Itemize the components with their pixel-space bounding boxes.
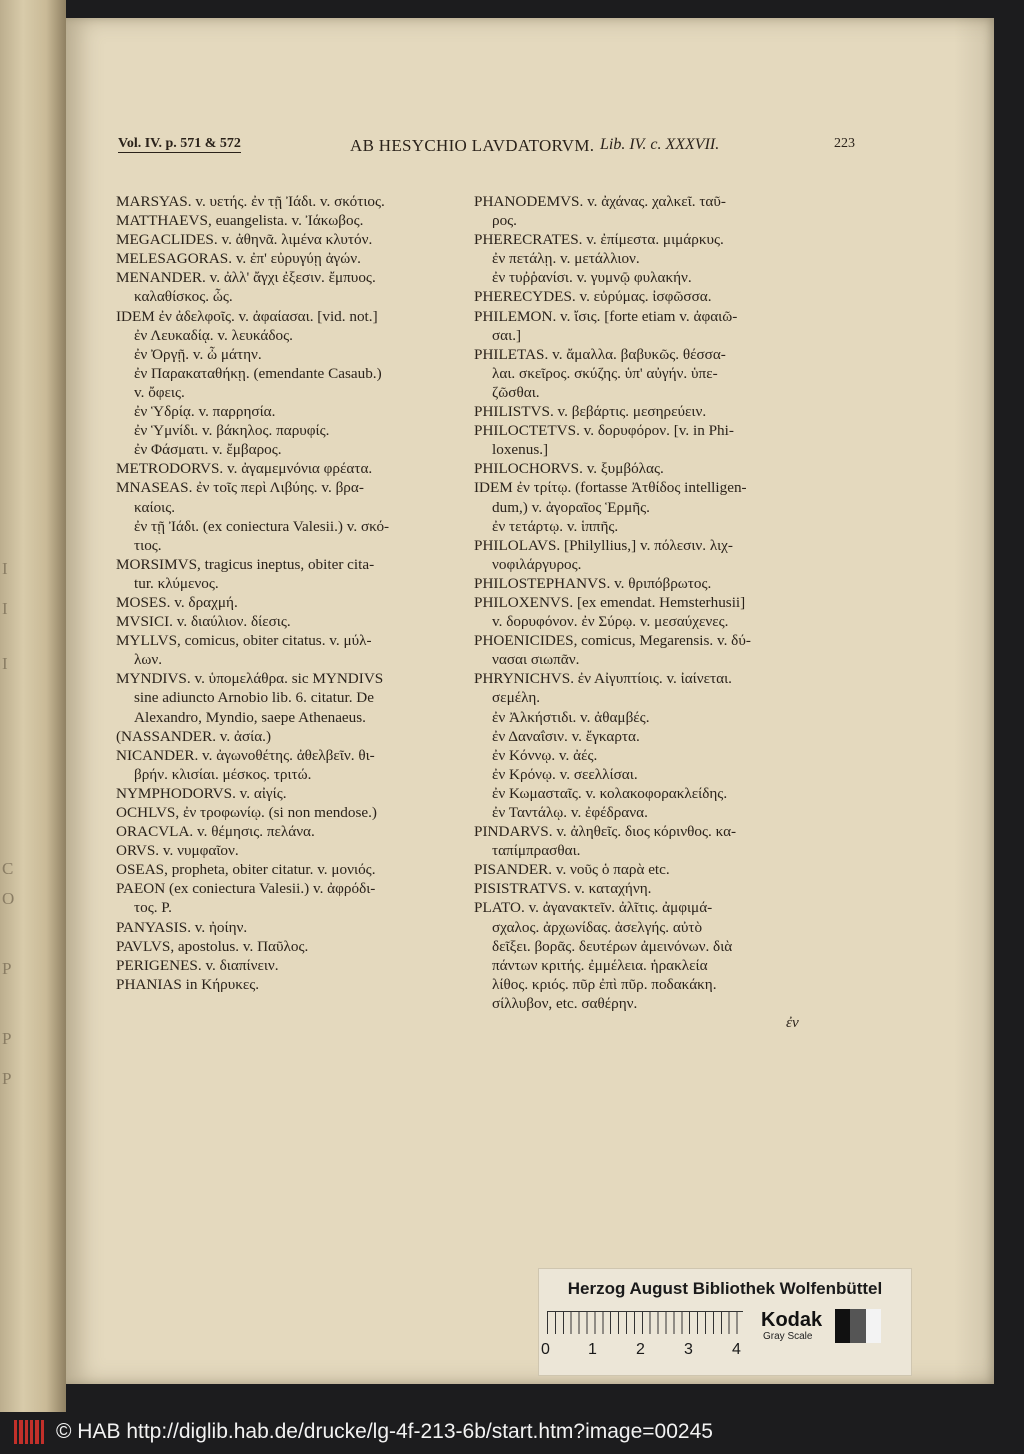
text-line: ἐν τῇ Ἰάδι. (ex coniectura Valesii.) v. σκό- <box>134 517 390 535</box>
ruler-number: 0 <box>541 1341 550 1358</box>
text-line: νασαι σιωπᾶν. <box>492 651 580 669</box>
text-line: ἐν Δαναΐσιν. v. ἔγκαρτα. <box>492 727 640 745</box>
library-name: Herzog August Bibliothek Wolfenbüttel <box>567 1279 883 1298</box>
text-line: PERIGENES. v. διαπίνειν. <box>116 956 279 974</box>
text-line: PHILOCHORVS. v. ξυμβόλας. <box>474 460 664 478</box>
text-line: PHILOCTETVS. v. δορυφόρον. [v. in Phi- <box>474 422 734 440</box>
gray-patch <box>850 1309 865 1343</box>
gray-patch <box>835 1309 850 1343</box>
text-line: PISISTRATVS. v. καταχήνη. <box>474 880 652 898</box>
bleed-mark: I <box>2 599 8 618</box>
text-line: ζῶσθαι. <box>492 383 540 401</box>
text-line: ἐν Ὑδρίᾳ. v. παρρησία. <box>134 403 276 421</box>
bleed-mark: P <box>2 1069 12 1088</box>
bleed-mark: O <box>2 889 15 908</box>
text-line: PHERECRATES. v. ἐπίμεστα. μιμάρκυς. <box>474 231 724 249</box>
text-line: ἐν Ἀλκήστιδι. v. ἀθαμβές. <box>492 708 650 726</box>
ruler-number: 2 <box>636 1341 645 1358</box>
text-line: PINDARVS. v. ἀληθεῖς. διος κόρινθος. κα- <box>474 823 737 841</box>
text-line: ἐν Ταντάλῳ. v. ἐφέδρανα. <box>492 804 648 821</box>
text-line: MORSIMVS, tragicus ineptus, obiter cita- <box>116 555 375 573</box>
text-line: IDEM ἐν τρίτῳ. (fortasse Ἀτθίδος intelligen- <box>474 479 747 497</box>
bleed-mark: I <box>2 559 8 578</box>
text-line: PHOENICIDES, comicus, Megarensis. v. δύ- <box>474 632 751 650</box>
text-line: OSEAS, propheta, obiter citatur. v. μονιός. <box>116 861 376 879</box>
text-line: OCHLVS, ἐν τροφωνίῳ. (si non mendose.) <box>116 804 377 821</box>
text-line: PAVLVS, apostolus. v. Παῦλος. <box>116 937 309 955</box>
text-line: δεῖξει. βορᾶς. δευτέρων ἀμεινόνων. διὰ <box>492 937 733 955</box>
kodak-logo: Kodak <box>761 1309 823 1331</box>
viewer-footer <box>0 1412 1024 1454</box>
text-line: ἐν Ὀργῇ. v. ὦ μάτην. <box>134 345 262 363</box>
text-line: πάντων κριτής. ἐμμέλεια. ἡρακλεία <box>492 956 708 974</box>
library-color-card <box>538 1268 912 1376</box>
text-line: ἐν Λευκαδίᾳ. v. λευκάδος. <box>134 326 293 344</box>
text-line: PHANODEMVS. v. ἀχάνας. χαλκεῖ. ταῦ- <box>474 193 726 210</box>
text-line: MYLLVS, comicus, obiter citatus. v. μύλ- <box>116 632 372 650</box>
text-line: τιος. <box>134 536 162 554</box>
text-line: loxenus.] <box>492 441 549 459</box>
text-line: ἐν πετάλῃ. v. μετάλλιον. <box>492 250 640 268</box>
chapter-reference: Lib. IV. c. XXXVII. <box>600 136 720 153</box>
text-line: PHERECYDES. v. εὐρύμας. ἰσφῶσσα. <box>474 288 712 306</box>
running-head <box>118 136 878 166</box>
text-line: NICANDER. v. ἀγωνοθέτης. ἀθελβεῖν. θι- <box>116 746 375 764</box>
text-line: MYNDIVS. v. ὑπομελάθρα. sic MYNDIVS <box>116 670 384 688</box>
text-line: PISANDER. v. νοῦς ὁ παρὰ etc. <box>474 861 670 879</box>
volume-reference: Vol. IV. p. 571 & 572 <box>118 136 241 151</box>
left-text-column <box>116 192 472 994</box>
gray-scale-patches <box>835 1309 881 1343</box>
text-line: (NASSANDER. v. ἀσία.) <box>116 727 272 745</box>
text-line: τος. P. <box>134 899 172 917</box>
text-line: ORVS. v. νυμφαῖον. <box>116 842 239 860</box>
text-line: λων. <box>134 651 163 669</box>
text-line: λαι. σκεῖρος. σκύζης. ὑπ' αὐγήν. ὑπε- <box>492 364 718 382</box>
text-line: καίοις. <box>134 498 176 516</box>
text-line: PHILETAS. v. ἄμαλλα. βαβυκῶς. θέσσα- <box>474 345 726 363</box>
text-line: σαι.] <box>492 326 522 344</box>
text-line: PAEON (ex coniectura Valesii.) v. ἀφρόδι- <box>116 880 376 898</box>
text-line: ἐν Κρόνῳ. v. σεελλίσαι. <box>492 765 638 783</box>
text-line: ταπίμπρασθαι. <box>492 842 581 860</box>
text-line: NYMPHODORVS. v. αἰγίς. <box>116 784 287 802</box>
text-line: v. ὄφεις. <box>134 383 185 401</box>
scanned-page <box>66 18 994 1384</box>
gray-scale-label: Gray Scale <box>763 1331 813 1342</box>
left-page-edge <box>0 0 66 1412</box>
ruler-number: 3 <box>684 1341 693 1358</box>
bleed-mark: C <box>2 859 14 878</box>
text-line: νοφιλάργυρος. <box>492 555 582 573</box>
text-line: MELESAGORAS. v. ἐπ' εὐρυγύῃ ἀγών. <box>116 250 361 268</box>
text-line: ἐν τυῤῥανίσι. v. γυμνῷ φυλακήν. <box>492 269 692 287</box>
hab-logo-icon <box>14 1420 44 1444</box>
text-line: IDEM ἐν ἀδελφοῖς. v. ἀφαίασαι. [vid. not.] <box>116 307 378 325</box>
text-line: PLATO. v. ἀγανακτεῖν. ἀλῖτις. ἀμφιμά- <box>474 899 713 917</box>
text-line: ἐν Κωμασταῖς. v. κολακοφορακλείδης. <box>492 784 728 802</box>
bleed-mark: P <box>2 1029 12 1048</box>
text-line: σχαλος. ἀρχωνίδας. ἀσελγής. αὐτὸ <box>492 918 703 936</box>
text-line: tur. κλύμενος. <box>134 574 219 592</box>
text-line: MVSICI. v. διαύλιον. δίεσις. <box>116 613 291 631</box>
text-line: καλαθίσκος. ὦς. <box>134 288 233 306</box>
scale-ruler <box>547 1311 743 1334</box>
text-line: sine adiuncto Arnobio lib. 6. citatur. De <box>134 689 375 707</box>
text-line: MARSYAS. v. υετής. ἐν τῇ Ἰάδι. v. σκότιος. <box>116 193 385 210</box>
text-line: MATTHAEVS, euangelista. v. Ἰάκωβος. <box>116 212 364 230</box>
bleed-mark: P <box>2 959 12 978</box>
text-line: ἐν Ὑμνίδι. v. βάκηλος. παρυφίς. <box>134 422 330 440</box>
text-line: PHILOXENVS. [ex emendat. Hemsterhusii] <box>474 593 746 611</box>
text-line: PHILEMON. v. ἴσις. [forte etiam v. ἀφαιῶ- <box>474 307 738 325</box>
bleed-mark: I <box>2 654 8 673</box>
catchword: ἐν <box>786 1014 799 1032</box>
text-line: λίθος. κριός. πῦρ ἐπὶ πῦρ. ποδακάκη. <box>492 975 717 993</box>
text-line: ἐν Φάσματι. v. ἔμβαρος. <box>134 441 282 459</box>
section-title: AB HESYCHIO LAVDATORVM. <box>350 136 595 155</box>
text-line: MEGACLIDES. v. ἀθηνᾶ. λιμένα κλυτόν. <box>116 231 373 249</box>
text-line: ORACVLA. v. θέμησις. πελάνα. <box>116 823 315 841</box>
text-line: MOSES. v. δραχμή. <box>116 593 238 611</box>
copyright-url: © HAB http://diglib.hab.de/drucke/lg-4f-213-6b/start.htm?image=00245 <box>56 1420 713 1443</box>
text-line: v. δορυφόνον. ἐν Σύρῳ. v. μεσαύχενες. <box>492 613 729 631</box>
text-line: MENANDER. v. ἀλλ' ἄγχι ἐξεσιν. ἔμπυος. <box>116 269 376 287</box>
text-line: σεμέλη. <box>492 689 541 707</box>
text-line: ἐν Κόννῳ. v. ἀές. <box>492 746 598 764</box>
text-line: PHILOSTEPHANVS. v. θριπόβρωτος. <box>474 574 712 592</box>
text-line: ρος. <box>492 212 517 230</box>
ruler-number: 1 <box>588 1341 597 1358</box>
text-line: ἐν τετάρτῳ. v. ἱππῆς. <box>492 517 619 535</box>
text-line: PHRYNICHVS. ἐν Αἰγυπτίοις. v. ἰαίνεται. <box>474 670 732 688</box>
ruler-number: 4 <box>732 1341 741 1358</box>
text-line: PANYASIS. v. ἠοίην. <box>116 918 248 936</box>
page-number: 223 <box>834 136 855 151</box>
text-line: σίλλυβον, etc. σαθέρην. <box>492 994 638 1012</box>
text-line: PHILISTVS. v. βεβάρτις. μεσηρεύειν. <box>474 403 707 421</box>
text-line: dum,) v. ἀγοραῖος Ἑρμῆς. <box>492 498 650 516</box>
gray-patch <box>866 1309 881 1343</box>
text-line: βρήν. κλισίαι. μέσκος. τριτώ. <box>134 765 312 783</box>
text-line: METRODORVS. v. ἀγαμεμνόνια φρέατα. <box>116 460 373 478</box>
ruler-numbers <box>541 1341 751 1361</box>
text-line: MNASEAS. ἐν τοῖς περὶ Λιβύης. v. βρα- <box>116 479 364 497</box>
right-text-column <box>474 192 830 1032</box>
text-line: ἐν Παρακαταθήκῃ. (emendante Casaub.) <box>134 364 382 382</box>
text-line: Alexandro, Myndio, saepe Athenaeus. <box>134 708 366 726</box>
text-line: PHANIAS in Κήρυκες. <box>116 975 260 993</box>
text-line: PHILOLAVS. [Philyllius,] v. πόλεσιν. λιχ- <box>474 536 733 554</box>
